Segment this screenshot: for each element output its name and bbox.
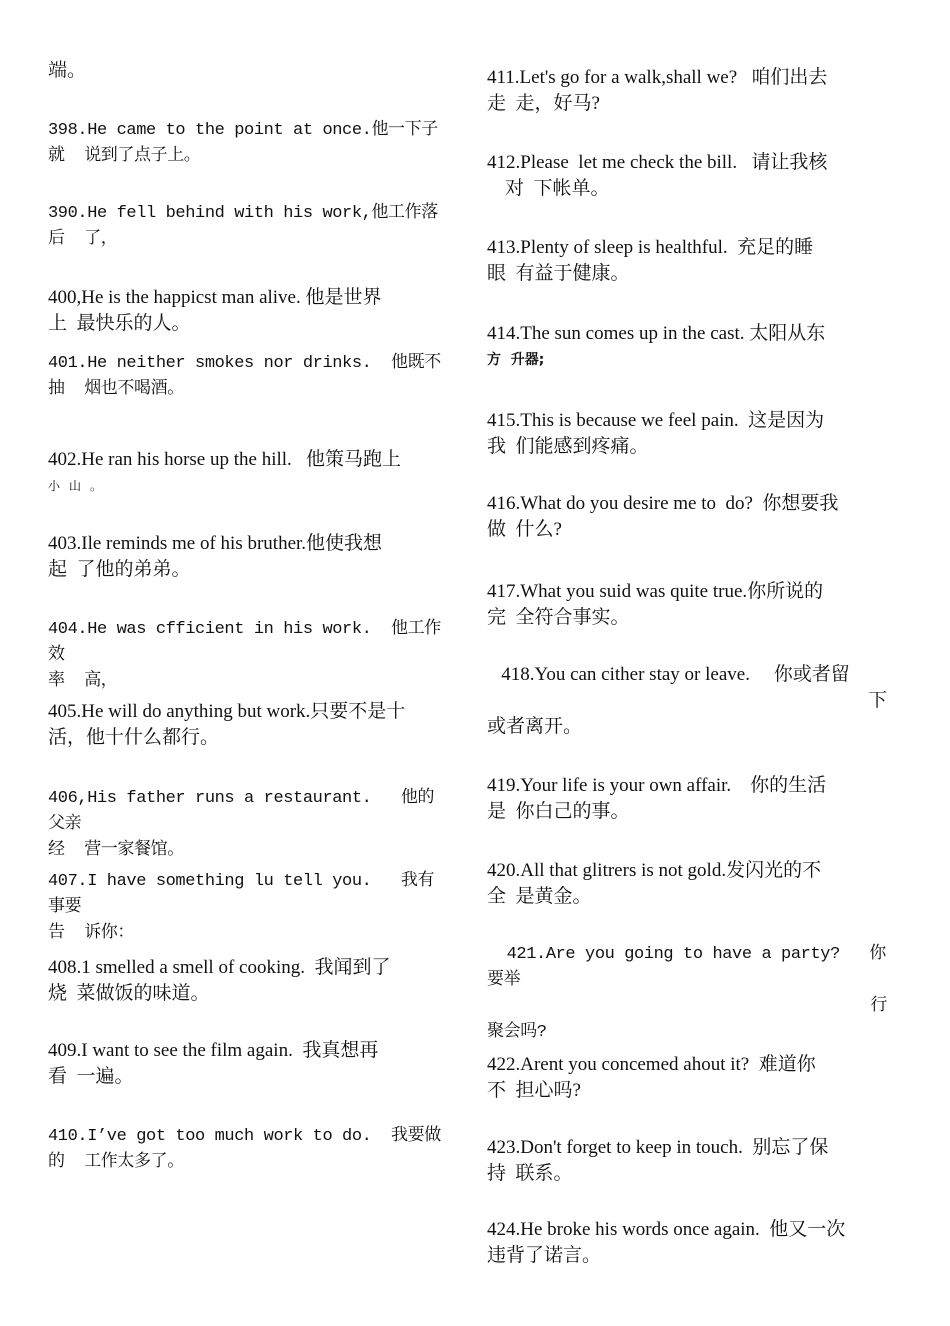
sentence-entry	[487, 321, 887, 373]
sentence-continuation: 上 最快乐的人。	[48, 313, 191, 334]
sentence-continuation: 经 营一家餐馆。	[48, 841, 184, 860]
sentence-line: 421.Are you going to have a party? 你要举	[487, 945, 886, 990]
sentence-continuation: 眼 有益于健康。	[487, 263, 630, 284]
sentence-continuation: 是 你白己的事。	[487, 801, 630, 822]
sentence-entry	[487, 1052, 887, 1104]
sentence-continuation: 起 了他的弟弟。	[48, 559, 191, 580]
sentence-line: 406,His father runs a restaurant. 他的父亲	[48, 789, 435, 834]
sentence-line: 420.All that glitrers is not gold.发闪光的不	[487, 860, 822, 881]
sentence-continuation: 走 走，好马?	[487, 93, 600, 114]
sentence-continuation: 后 了，	[48, 230, 118, 249]
sentence-line: 407.I have something lu tell you. 我有事要	[48, 872, 435, 917]
sentence-continuation: 全 是黄金。	[487, 886, 592, 907]
sentence-continuation: 看 一遍。	[48, 1066, 134, 1087]
sentence-line: 419.Your life is your own affair. 你的生活	[487, 775, 827, 796]
sentence-entry	[48, 351, 448, 403]
sentence-line: 424.He broke his words once again. 他又一次	[487, 1219, 846, 1240]
sentence-continuation: 做 什么?	[487, 519, 562, 540]
sentence-entry	[48, 955, 448, 1007]
sentence-line: 413.Plenty of sleep is healthful. 充足的睡	[487, 237, 814, 258]
sentence-line: 390.He fell behind with his work,他工作落	[48, 204, 438, 223]
sentence-continuation: 方 升器;	[487, 352, 545, 368]
sentence-line: 端。	[48, 60, 87, 81]
sentence-continuation: 的 工作太多了。	[48, 1153, 184, 1172]
sentence-continuation: 对 下帐单。	[505, 178, 610, 199]
sentence-continuation: 聚会吗?	[487, 1023, 547, 1042]
sentence-entry	[487, 150, 887, 202]
sentence-line: 398.He came to the point at once.他一下子	[48, 121, 438, 140]
sentence-line: 404.He was cfficient in his work. 他工作效	[48, 620, 441, 665]
sentence-line: 414.The sun comes up in the cast. 太阳从东	[487, 323, 826, 344]
sentence-line: 405.He will do anything but work.只要不是十	[48, 701, 406, 722]
sentence-line: 416.What do you desire me to do? 你想要我	[487, 493, 839, 514]
sentence-entry	[48, 1038, 448, 1090]
sentence-continuation: 下	[867, 690, 887, 711]
sentence-entry	[48, 285, 448, 337]
sentence-line: 423.Don't forget to keep in touch. 别忘了保	[487, 1137, 829, 1158]
sentence-line: 400,He is the happicst man alive. 他是世界	[48, 287, 382, 308]
sentence-line: 410.I’ve got too much work to do. 我要做	[48, 1127, 441, 1146]
sentence-continuation: 抽 烟也不喝酒。	[48, 380, 184, 399]
sentence-entry	[487, 858, 887, 910]
sentence-line: 409.I want to see the film again. 我真想再	[48, 1040, 379, 1061]
sentence-entry	[487, 773, 887, 825]
sentence-continuation: 小 山 。	[48, 479, 106, 493]
sentence-continuation: 烧 菜做饭的味道。	[48, 983, 210, 1004]
sentence-continuation: 违背了诺言。	[487, 1245, 602, 1266]
sentence-entry	[48, 447, 448, 499]
sentence-entry	[487, 579, 887, 631]
sentence-entry	[487, 662, 887, 740]
sentence-continuation: 完 全符合事实。	[487, 607, 630, 628]
sentence-continuation: 或者离开。	[487, 716, 583, 737]
sentence-continuation: 率 高，	[48, 672, 118, 691]
sentence-line: 418.You can cither stay or leave. 你或者留	[487, 664, 850, 685]
sentence-line: 408.1 smelled a smell of cooking. 我闻到了	[48, 957, 391, 978]
sentence-entry	[48, 58, 448, 84]
sentence-entry	[487, 1135, 887, 1187]
sentence-continuation: 我 们能感到疼痛。	[487, 436, 649, 457]
sentence-continuation: 持 联系。	[487, 1163, 573, 1184]
sentence-entry	[487, 65, 887, 117]
sentence-entry	[487, 408, 887, 460]
sentence-continuation: 不 担心吗?	[487, 1080, 581, 1101]
sentence-line: 411.Let's go for a walk,shall we? 咱们出去	[487, 67, 828, 88]
sentence-continuation: 就 说到了点子上。	[48, 147, 201, 166]
sentence-entry	[487, 491, 887, 543]
sentence-continuation: 行	[870, 997, 887, 1016]
sentence-line: 401.He neither smokes nor drinks. 他既不	[48, 354, 441, 373]
sentence-entry	[48, 1124, 448, 1176]
sentence-entry	[48, 786, 448, 864]
sentence-line: 412.Please let me check the bill. 请让我核	[487, 152, 828, 173]
sentence-entry	[48, 531, 448, 583]
sentence-line: 403.Ile reminds me of his bruther.他使我想	[48, 533, 383, 554]
sentence-line: 422.Arent you concemed ahout it? 难道你	[487, 1054, 816, 1075]
sentence-entry	[48, 201, 448, 253]
sentence-entry	[487, 942, 887, 1046]
sentence-entry	[487, 1217, 887, 1269]
sentence-entry	[487, 235, 887, 287]
sentence-continuation: 告 诉你：	[48, 924, 135, 943]
sentence-line: 417.What you suid was quite true.你所说的	[487, 581, 824, 602]
sentence-entry	[48, 699, 448, 751]
sentence-line: 402.He ran his horse up the hill. 他策马跑上	[48, 449, 402, 470]
sentence-line: 415.This is because we feel pain. 这是因为	[487, 410, 825, 431]
sentence-entry	[48, 118, 448, 170]
sentence-entry	[48, 869, 448, 947]
sentence-continuation: 活，他十什么都行。	[48, 727, 220, 748]
sentence-entry	[48, 617, 448, 695]
